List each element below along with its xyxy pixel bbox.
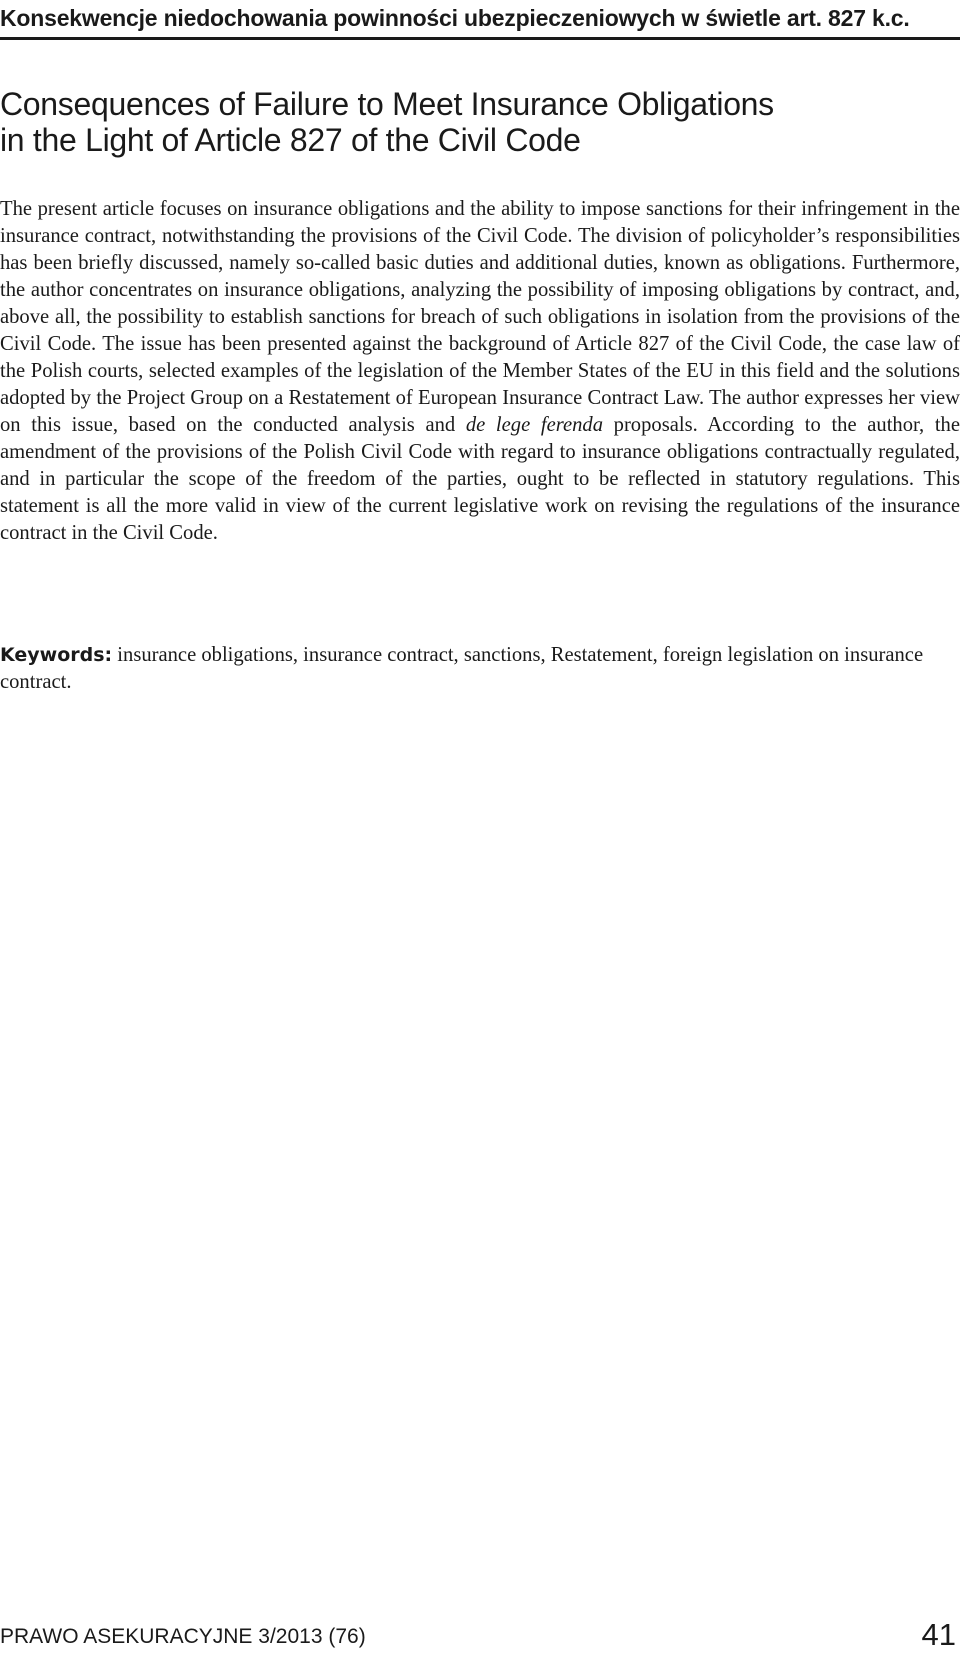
abstract-text-part-2: proposals. According to the author, the amendment of the provisions of the Polish Civil Code with regard to insurance obligations contractually regulated, and in particular the scope of the freedom of the parties, ought to be reflected in statutory regulations. This statement is all the more valid in view of the current legislative work on revising the regulations of the insurance contract in the Civil Code. bbox=[0, 414, 960, 544]
article-title-line-1: Consequences of Failure to Meet Insurance Obligations bbox=[0, 86, 774, 122]
keywords-label: Keywords: bbox=[0, 644, 113, 666]
page-number: 41 bbox=[921, 1617, 956, 1652]
abstract bbox=[0, 196, 960, 547]
article-title-line-2: in the Light of Article 827 of the Civil Code bbox=[0, 122, 581, 158]
page-footer bbox=[0, 1612, 960, 1652]
header-rule bbox=[0, 37, 960, 40]
running-header-title: Konsekwencje niedochowania powinności ubezpieczeniowych w świetle art. 827 k.c. bbox=[0, 5, 910, 31]
abstract-text-part-1: The present article focuses on insurance obligations and the ability to impose sanctions for their infringement in the insurance contract, notwithstanding the provisions of the Civil Code. The division of policyholder’s responsibilities has been briefly discussed, namely so-called basic duties and additional duties, known as obligations. Furthermore, the author concentrates on insurance obligations, analyzing the possibility of imposing obligations by contract, and, above all, the possibility to establish sanctions for breach of such obligations in isolation from the provisions of the Civil Code. The issue has been presented against the background of Article 827 of the Civil Code, the case law of the Polish courts, selected examples of the legislation of the Member States of the EU in this field and the solutions adopted by the Project Group on a Restatement of European Insurance Contract Law. The author expresses her view on this issue, based on the conducted analysis and bbox=[0, 198, 960, 436]
keywords bbox=[0, 642, 960, 696]
abstract-italic-phrase: de lege ferenda bbox=[465, 414, 603, 436]
article-title bbox=[0, 86, 950, 158]
keywords-text: insurance obligations, insurance contract, sanctions, Restatement, foreign legislation on insurance contract. bbox=[0, 644, 924, 693]
journal-info: PRAWO ASEKURACYJNE 3/2013 (76) bbox=[0, 1625, 366, 1648]
